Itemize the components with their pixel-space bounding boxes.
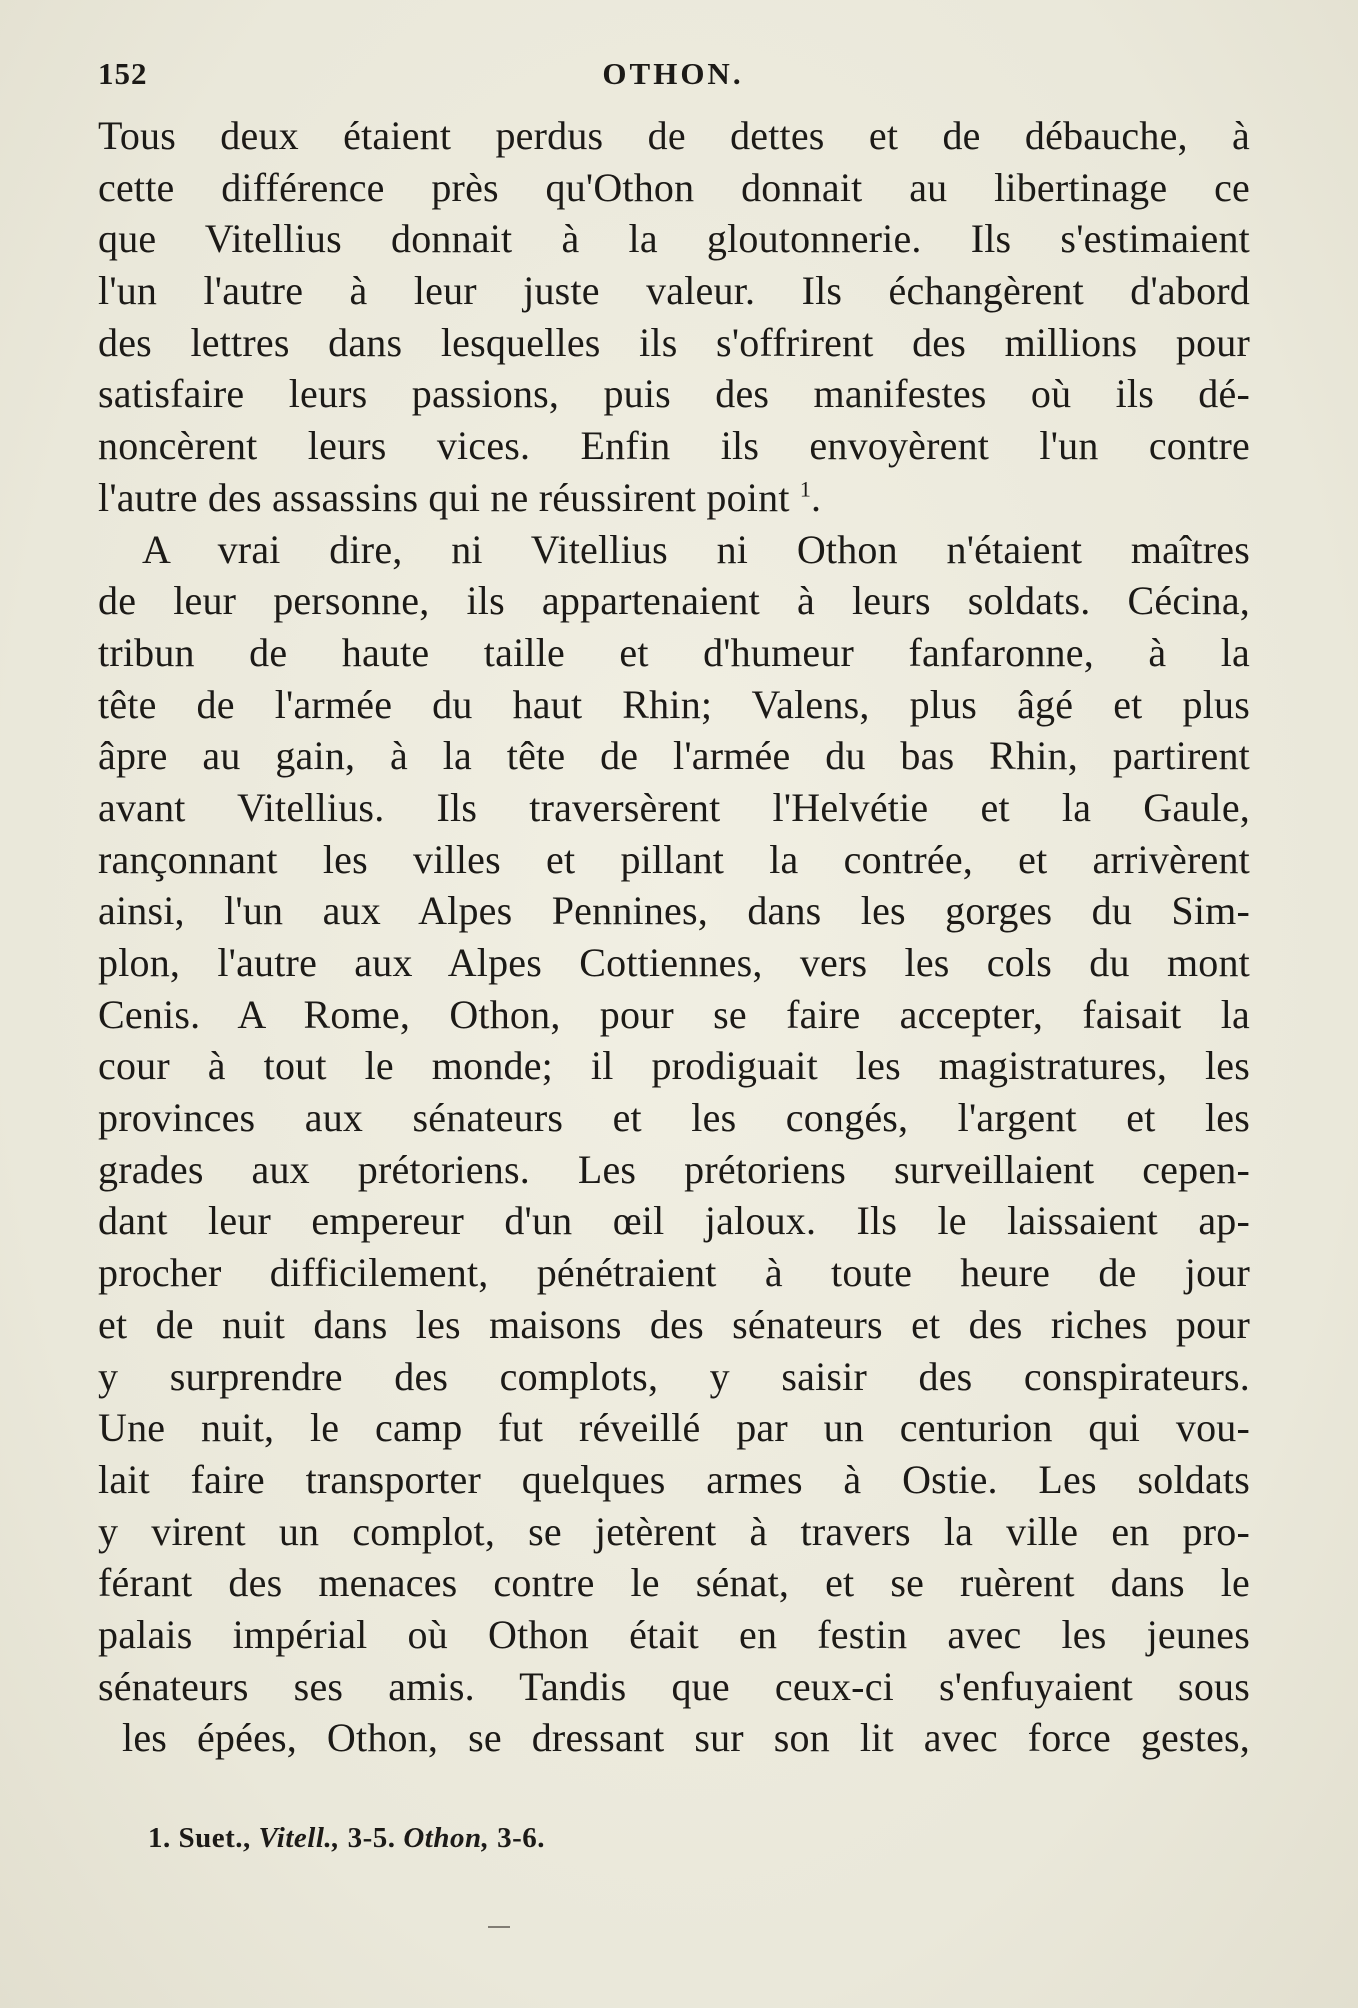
text-line: noncèrent leurs vices. Enfin ils envoyèrent l'un contre [98,423,1250,469]
text-line: âpre au gain, à la tête de l'armée du bas Rhin, partirent [98,733,1250,779]
text-line: Tous deux étaient perdus de dettes et de débauche, à [98,113,1250,158]
text-line: Une nuit, le camp fut réveillé par un centurion qui vou- [98,1405,1250,1451]
text-line: Cenis. A Rome, Othon, pour se faire accepter, faisait la [98,991,1250,1037]
text-line: y surprendre des complots, y saisir des conspirateurs. [98,1353,1250,1399]
text-line: plon, l'autre aux Alpes Cottiennes, vers les cols du mont [98,940,1250,985]
body-text [98,110,1250,1764]
footnote-author: Suet., [178,1822,251,1854]
footnote-number: 1. [148,1822,171,1854]
footnote-ref-vitellius: 3-5. [347,1822,396,1854]
text-line: grades aux prétoriens. Les prétoriens surveillaient cepen- [98,1146,1250,1192]
text-line: lait faire transporter quelques armes à Ostie. Les soldats [98,1456,1250,1502]
text-line: A vrai dire, ni Vitellius ni Othon n'étaient maîtres [142,526,1250,572]
page-number: 152 [98,56,148,91]
print-mark [488,1926,510,1928]
text-line: y virent un complot, se jetèrent à travers la ville en pro- [98,1508,1250,1554]
text-line: palais impérial où Othon était en festin avec les jeunes [98,1611,1250,1657]
text-line: dant leur empereur d'un œil jaloux. Ils le laissaient ap- [98,1198,1250,1244]
footnote-reference: 1 [799,476,812,502]
text-line: l'un l'autre à leur juste valeur. Ils échangèrent d'abord [98,268,1250,314]
text-line: les épées, Othon, se dressant sur son lit avec force gestes, [122,1715,1250,1761]
text-line: tribun de haute taille et d'humeur fanfaronne, à la [98,629,1250,675]
text-line: que Vitellius donnait à la gloutonnerie. Ils s'estimaient [98,216,1250,262]
footnote-ref-othon: 3-6. [497,1822,545,1854]
running-title: OTHON. [602,56,744,91]
text-line-with-footnote-ref [98,472,1250,524]
text-line: tête de l'armée du haut Rhin; Valens, plus âgé et plus [98,681,1250,727]
end-punctuation: . [811,474,822,520]
text-line: procher difficilement, pénétraient à toute heure de jour [98,1250,1250,1296]
text-line: de leur personne, ils appartenaient à leurs soldats. Cécina, [98,578,1250,624]
footnote-work-othon: Othon, [403,1822,490,1854]
text-line: et de nuit dans les maisons des sénateurs et des riches pour [98,1301,1250,1347]
text-line: férant des menaces contre le sénat, et se ruèrent dans le [98,1560,1250,1606]
text-line: ainsi, l'un aux Alpes Pennines, dans les gorges du Sim- [98,888,1250,934]
text-line: l'autre des assassins qui ne réussirent point [98,474,790,520]
text-line: satisfaire leurs passions, puis des manifestes où ils dé- [98,371,1250,417]
text-line: cour à tout le monde; il prodiguait les magistratures, les [98,1043,1250,1089]
page-header [98,52,1248,102]
text-line: des lettres dans lesquelles ils s'offrirent des millions pour [98,319,1250,365]
text-line: avant Vitellius. Ils traversèrent l'Helvétie et la Gaule, [98,784,1250,830]
footnote-work-vitellius: Vitell., [258,1822,340,1854]
text-line: provinces aux sénateurs et les congés, l'argent et les [98,1095,1250,1141]
footnote [148,1822,545,1855]
text-line: rançonnant les villes et pillant la contrée, et arrivèrent [98,836,1250,882]
text-line: sénateurs ses amis. Tandis que ceux-ci s'enfuyaient sous [98,1663,1250,1709]
text-line: cette différence près qu'Othon donnait au libertinage ce [98,164,1250,210]
